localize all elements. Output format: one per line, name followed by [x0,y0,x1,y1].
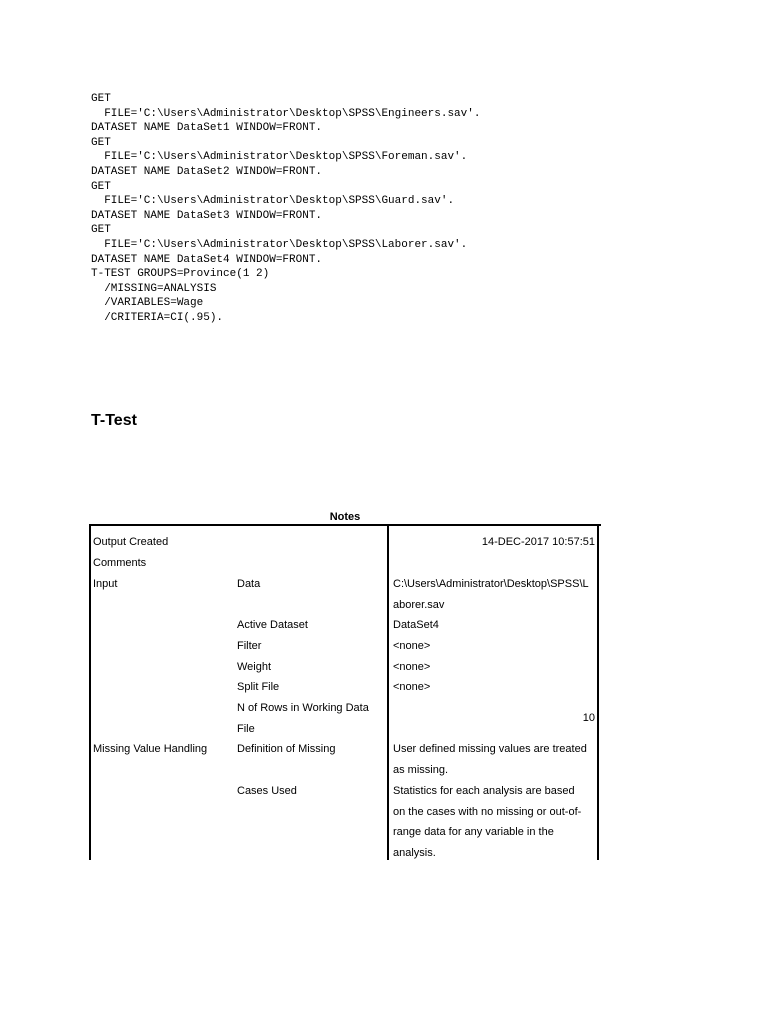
missing-value-handling-label: Missing Value Handling [93,743,208,755]
syntax-line: FILE='C:\Users\Administrator\Desktop\SPSS\Laborer.sav'. [91,238,468,251]
active-dataset-value: DataSet4 [393,619,439,631]
syntax-line: DATASET NAME DataSet2 WINDOW=FRONT. [91,165,323,178]
table-column-divider [387,526,389,860]
notes-table [89,524,601,860]
filter-label: Filter [237,640,262,652]
data-label: Data [237,578,261,590]
weight-label: Weight [237,661,272,673]
definition-of-missing-label: Definition of Missing [237,743,336,755]
syntax-line: FILE='C:\Users\Administrator\Desktop\SPSS\Foreman.sav'. [91,151,468,164]
syntax-line: DATASET NAME DataSet3 WINDOW=FRONT. [91,209,323,222]
notes-title: Notes [329,511,361,523]
syntax-line: T-TEST GROUPS=Province(1 2) [91,268,270,281]
weight-value: <none> [393,661,431,673]
n-rows-label-line: N of Rows in Working Data [237,702,369,714]
cases-used-value-line: Statistics for each analysis are based [393,785,575,797]
cases-used-label: Cases Used [237,785,297,797]
syntax-line: GET [91,93,111,105]
output-created-value: 14-DEC-2017 10:57:51 [481,536,595,548]
cases-used-value-line: analysis. [393,847,436,859]
definition-value-line: as missing. [393,764,449,776]
syntax-line: /CRITERIA=CI(.95). [91,311,224,324]
syntax-line: /MISSING=ANALYSIS [91,282,217,295]
cases-used-value-line: on the cases with no missing or out-of- [393,806,582,818]
syntax-line: GET [91,180,111,193]
output-created-label: Output Created [93,536,169,548]
comments-label: Comments [93,557,147,569]
n-rows-value: 10 [582,712,595,724]
syntax-line: GET [91,136,111,149]
data-value-line: aborer.sav [393,599,445,611]
n-rows-label-line: File [237,723,255,735]
data-value-line: C:\Users\Administrator\Desktop\SPSS\L [393,578,589,590]
section-heading: T-Test [91,412,137,429]
syntax-line: DATASET NAME DataSet4 WINDOW=FRONT. [91,253,323,266]
table-right-border [597,526,599,860]
syntax-line: /VARIABLES=Wage [91,297,204,310]
split-file-value: <none> [393,681,431,693]
syntax-line: FILE='C:\Users\Administrator\Desktop\SPSS\Guard.sav'. [91,195,455,208]
cases-used-value-line: range data for any variable in the [393,826,554,838]
syntax-line: GET [91,224,111,237]
syntax-line: FILE='C:\Users\Administrator\Desktop\SPSS\Engineers.sav'. [91,107,481,120]
split-file-label: Split File [237,681,280,693]
active-dataset-label: Active Dataset [237,619,308,631]
definition-value-line: User defined missing values are treated [393,743,587,755]
syntax-line: DATASET NAME DataSet1 WINDOW=FRONT. [91,122,323,135]
input-label: Input [93,578,118,590]
syntax-block [91,92,480,326]
table-left-border [89,526,91,860]
filter-value: <none> [393,640,431,652]
